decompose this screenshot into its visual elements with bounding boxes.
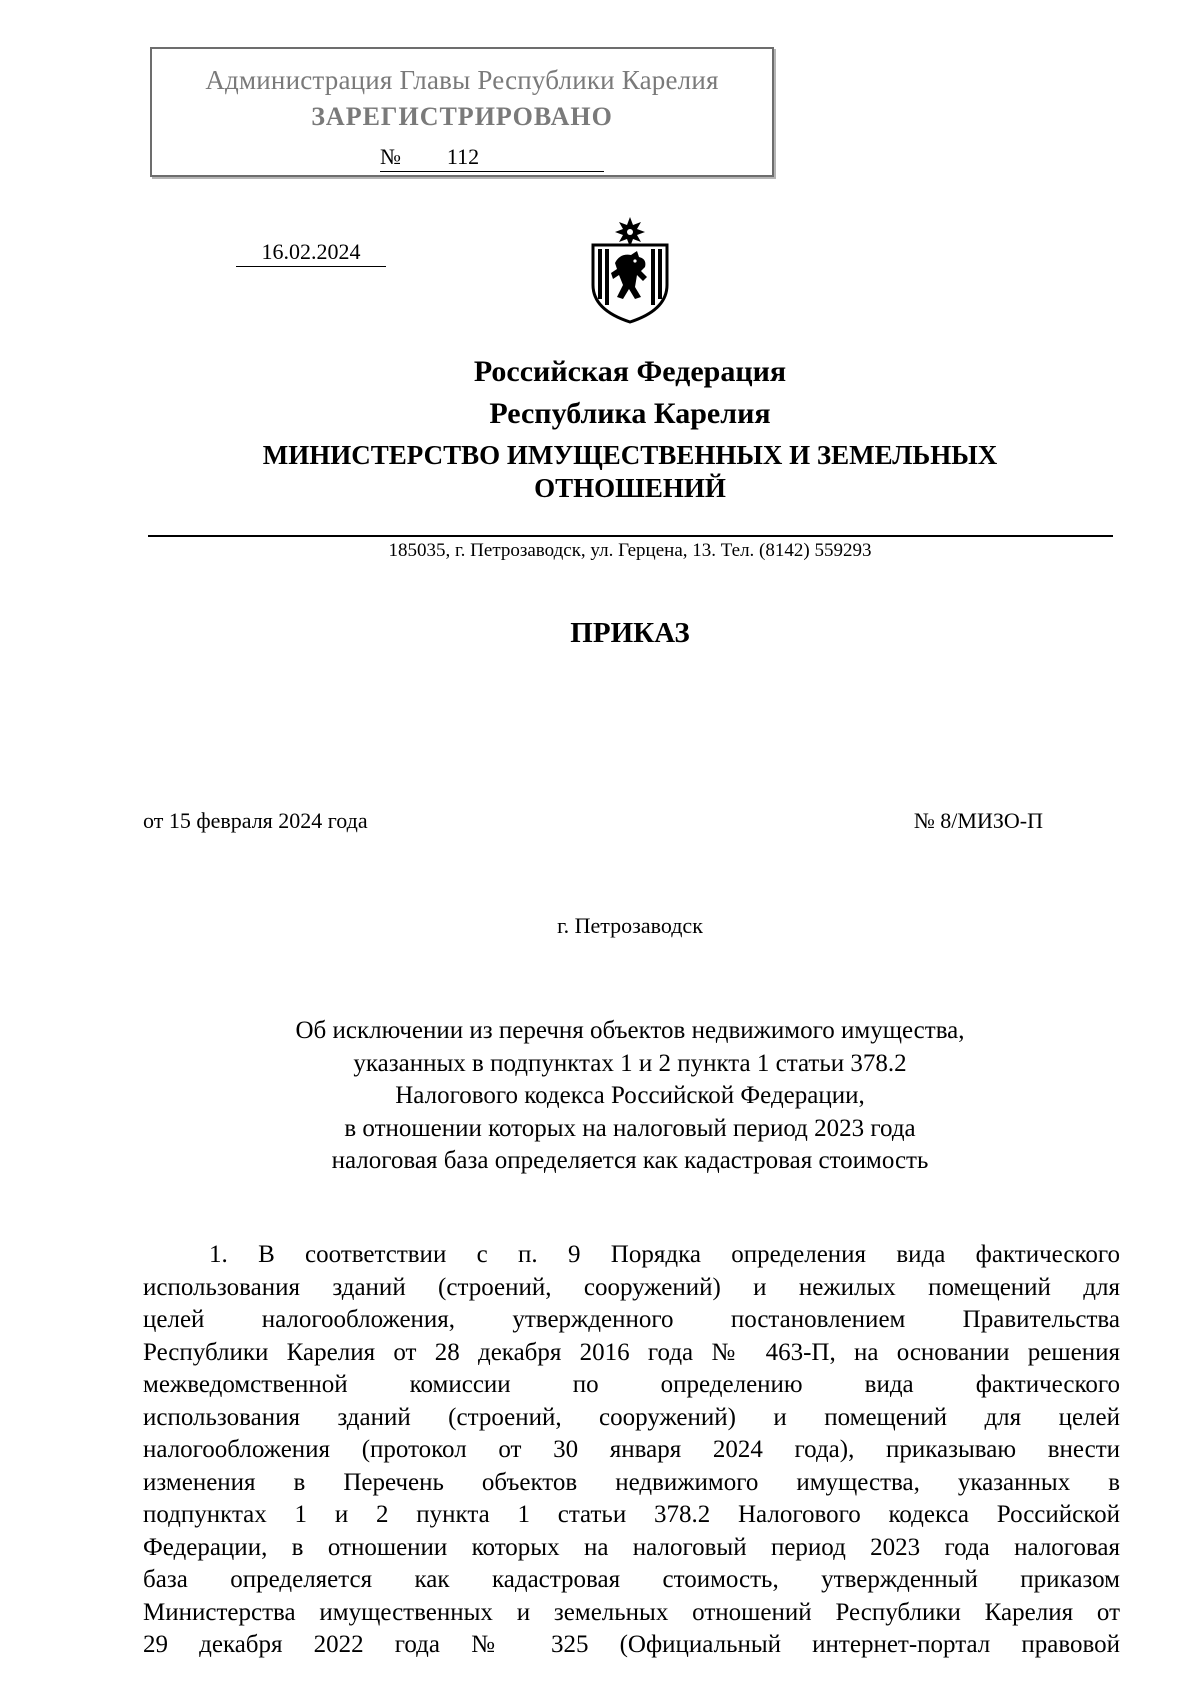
country-heading: Российская Федерация <box>473 355 787 388</box>
stamp-authority: Администрация Главы Республики Карелия <box>205 65 719 95</box>
title-line: в отношении которых на налоговый период 2023 года <box>344 1114 916 1142</box>
stamp-status: ЗАРЕГИСТРИРОВАНО <box>311 102 613 131</box>
body-line: налогообложения (протокол от 30 января 2024 года), приказываю внести <box>143 1436 1120 1463</box>
body-line: Министерства имущественных и земельных отношений Республики Карелия от <box>143 1598 1120 1626</box>
body-line: Федерации, в отношении которых на налоговый период 2023 года налоговая <box>143 1533 1120 1561</box>
stamp-number: 112 <box>446 144 480 169</box>
body-line: Республики Карелия от 28 декабря 2016 года № 463-П, на основании решения <box>143 1338 1120 1366</box>
title-line: налоговая база определяется как кадастровая стоимость <box>331 1147 929 1174</box>
body-line: изменения в Перечень объектов недвижимого имущества, указанных в <box>143 1468 1120 1496</box>
karelia-coat-of-arms-icon <box>585 215 675 325</box>
ministry-heading-line1: МИНИСТЕРСТВО ИМУЩЕСТВЕННЫХ И ЗЕМЕЛЬНЫХ <box>262 440 998 470</box>
document-type: ПРИКАЗ <box>570 617 690 649</box>
ministry-heading-line2: ОТНОШЕНИЙ <box>534 473 726 503</box>
document-title <box>180 1015 1080 1178</box>
body-line: межведомственной комиссии по определению вида фактического <box>143 1371 1120 1398</box>
title-line: указанных в подпунктах 1 и 2 пункта 1 статьи 378.2 <box>353 1049 907 1077</box>
republic-heading: Республика Карелия <box>489 397 771 430</box>
stamp-date: 16.02.2024 <box>261 239 361 264</box>
body-line: использования зданий (строений, сооружений) и нежилых помещений для <box>143 1273 1120 1301</box>
document-body <box>143 1239 1120 1662</box>
stamp-number-label-underline <box>380 171 404 172</box>
stamp-number-label: № <box>380 144 401 169</box>
title-line: Налогового кодекса Российской Федерации, <box>395 1082 865 1109</box>
header-divider <box>148 535 1113 537</box>
stamp-date-underline <box>236 266 386 267</box>
body-line: 29 декабря 2022 года № 325 (Официальный интернет-портал правовой <box>143 1631 1120 1658</box>
document-number: № 8/МИЗО-П <box>913 808 1043 833</box>
registration-stamp <box>150 47 774 264</box>
title-line: Об исключении из перечня объектов недвижимого имущества, <box>295 1017 965 1044</box>
body-line: целей налогообложения, утвержденного постановлением Правительства <box>143 1306 1120 1333</box>
document-city: г. Петрозаводск <box>557 913 703 938</box>
ministry-address: 185035, г. Петрозаводск, ул. Герцена, 13. Тел. (8142) 559293 <box>388 540 872 561</box>
stamp-number-underline <box>404 171 604 172</box>
body-line: подпунктах 1 и 2 пункта 1 статьи 378.2 Налогового кодекса Российской <box>143 1501 1120 1528</box>
body-line: база определяется как кадастровая стоимость, утвержденный приказом <box>143 1566 1120 1593</box>
body-line: использования зданий (строений, сооружений) и помещений для целей <box>143 1403 1120 1431</box>
document-date: от 15 февраля 2024 года <box>143 808 368 833</box>
body-line: 1. В соответствии с п. 9 Порядка определения вида фактического <box>209 1241 1120 1268</box>
